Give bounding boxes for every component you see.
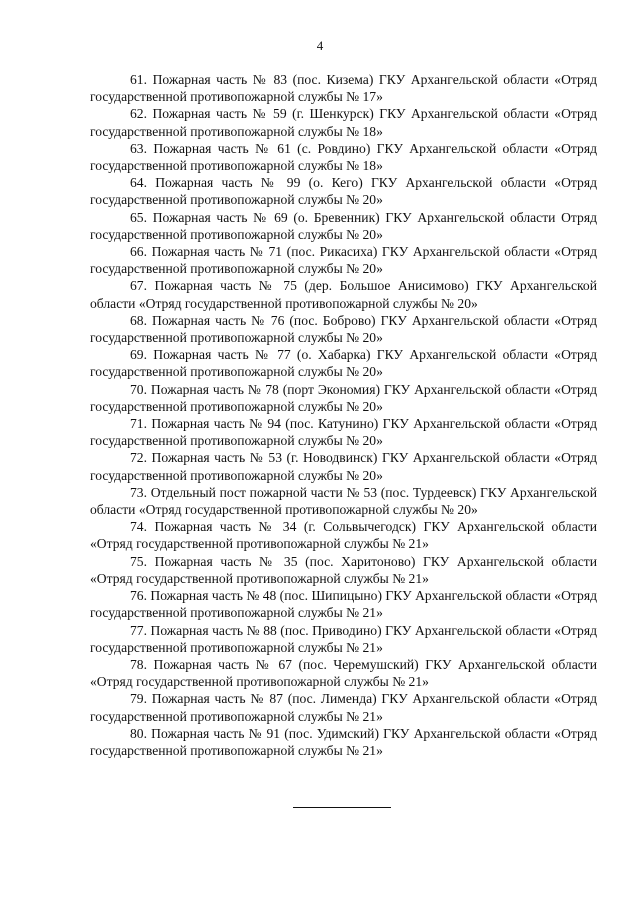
list-item — [90, 140, 597, 174]
item-text: Пожарная часть № 71 (пос. Рикасиха) ГКУ Архангельской области «Отряд государственной противопожарной службы № 20» — [90, 244, 597, 277]
item-number: 77. — [130, 622, 147, 638]
item-text: Пожарная часть № 59 (г. Шенкурск) ГКУ Архангельской области «Отряд государственной противопожарной службы № 18» — [90, 106, 597, 139]
list-item — [90, 277, 597, 311]
item-number: 68. — [130, 312, 147, 328]
item-text: Пожарная часть № 35 (пос. Харитоново) ГКУ Архангельской области «Отряд государственной противопожарной службы № 21» — [90, 553, 597, 586]
item-number: 74. — [130, 519, 147, 535]
list-item — [90, 346, 597, 380]
item-text: Пожарная часть № 53 (г. Новодвинск) ГКУ Архангельской области «Отряд государственной противопожарной службы № 20» — [90, 450, 597, 483]
item-number: 70. — [130, 381, 147, 397]
list-item — [90, 518, 597, 552]
list-item — [90, 587, 597, 621]
item-number: 78. — [130, 656, 147, 672]
item-text: Пожарная часть № 83 (пос. Кизема) ГКУ Архангельской области «Отряд государственной противопожарной службы № 17» — [90, 72, 597, 105]
item-number: 63. — [130, 140, 147, 156]
item-number: 66. — [130, 244, 147, 260]
item-text: Отдельный пост пожарной части № 53 (пос. Турдеевск) ГКУ Архангельской области «Отряд государственной противопожарной службы № 20» — [90, 484, 597, 518]
item-number: 72. — [130, 450, 147, 466]
list-item — [90, 209, 597, 243]
item-number: 75. — [130, 553, 147, 569]
item-text: Пожарная часть № 78 (порт Экономия) ГКУ Архангельской области «Отряд государственной противопожарной службы № 20» — [90, 381, 597, 414]
item-number: 62. — [130, 106, 147, 122]
list-item — [90, 243, 597, 277]
list-item — [90, 484, 597, 518]
end-divider-line — [293, 807, 391, 808]
list-item — [90, 312, 597, 346]
item-number: 61. — [130, 72, 147, 87]
list-item — [90, 449, 597, 483]
item-text: Пожарная часть № 75 (дер. Большое Анисимово) ГКУ Архангельской области «Отряд государственной противопожарной службы № 20» — [90, 278, 597, 311]
list-item — [90, 553, 597, 587]
list-item — [90, 105, 597, 139]
item-number: 65. — [130, 209, 147, 225]
item-text: Пожарная часть № 69 (о. Бревенник) ГКУ Архангельской области Отряд государственной противопожарной службы № 20» — [90, 209, 597, 242]
list-item — [90, 725, 597, 759]
item-text: Пожарная часть № 34 (г. Сольвычегодск) ГКУ Архангельской области «Отряд государственной противопожарной службы № 21» — [90, 519, 598, 552]
item-text: Пожарная часть № 76 (пос. Боброво) ГКУ Архангельской области «Отряд государственной противопожарной службы № 20» — [90, 312, 597, 346]
item-text: Пожарная часть № 99 (о. Кего) ГКУ Архангельской области «Отряд государственной противопожарной службы № 20» — [90, 175, 597, 208]
list-item — [90, 415, 597, 449]
item-text: Пожарная часть № 91 (пос. Удимский) ГКУ Архангельской области «Отряд государственной противопожарной службы № 21» — [90, 725, 597, 758]
item-text: Пожарная часть № 94 (пос. Катунино) ГКУ Архангельской области «Отряд государственной противопожарной службы № 20» — [90, 416, 597, 449]
item-text: Пожарная часть № 87 (пос. Лименда) ГКУ Архангельской области «Отряд государственной противопожарной службы № 21» — [90, 691, 597, 724]
item-number: 69. — [130, 347, 147, 363]
item-text: Пожарная часть № 67 (пос. Черемушский) ГКУ Архангельской области «Отряд государственной противопожарной службы № 21» — [90, 656, 597, 690]
item-text: Пожарная часть № 61 (с. Ровдино) ГКУ Архангельской области «Отряд государственной противопожарной службы № 18» — [90, 140, 597, 174]
item-number: 64. — [130, 175, 147, 191]
item-text: Пожарная часть № 77 (о. Хабарка) ГКУ Архангельской области «Отряд государственной противопожарной службы № 20» — [90, 347, 597, 380]
item-text: Пожарная часть № 88 (пос. Приводино) ГКУ Архангельской области «Отряд государственной противопожарной службы № 21» — [90, 622, 597, 655]
list-item — [90, 622, 597, 656]
item-number: 80. — [130, 725, 147, 741]
list-item — [90, 690, 597, 724]
item-text: Пожарная часть № 48 (пос. Шипицыно) ГКУ Архангельской области «Отряд государственной противопожарной службы № 21» — [90, 588, 597, 621]
list-item — [90, 174, 597, 208]
page-number: 4 — [316, 38, 324, 53]
list-item — [90, 71, 597, 105]
fire-station-list — [90, 71, 597, 759]
item-number: 73. — [130, 484, 147, 500]
item-number: 71. — [130, 416, 147, 432]
item-number: 76. — [130, 588, 147, 604]
item-number: 67. — [130, 278, 147, 294]
item-number: 79. — [130, 691, 147, 707]
list-item — [90, 656, 597, 690]
list-item — [90, 381, 597, 415]
